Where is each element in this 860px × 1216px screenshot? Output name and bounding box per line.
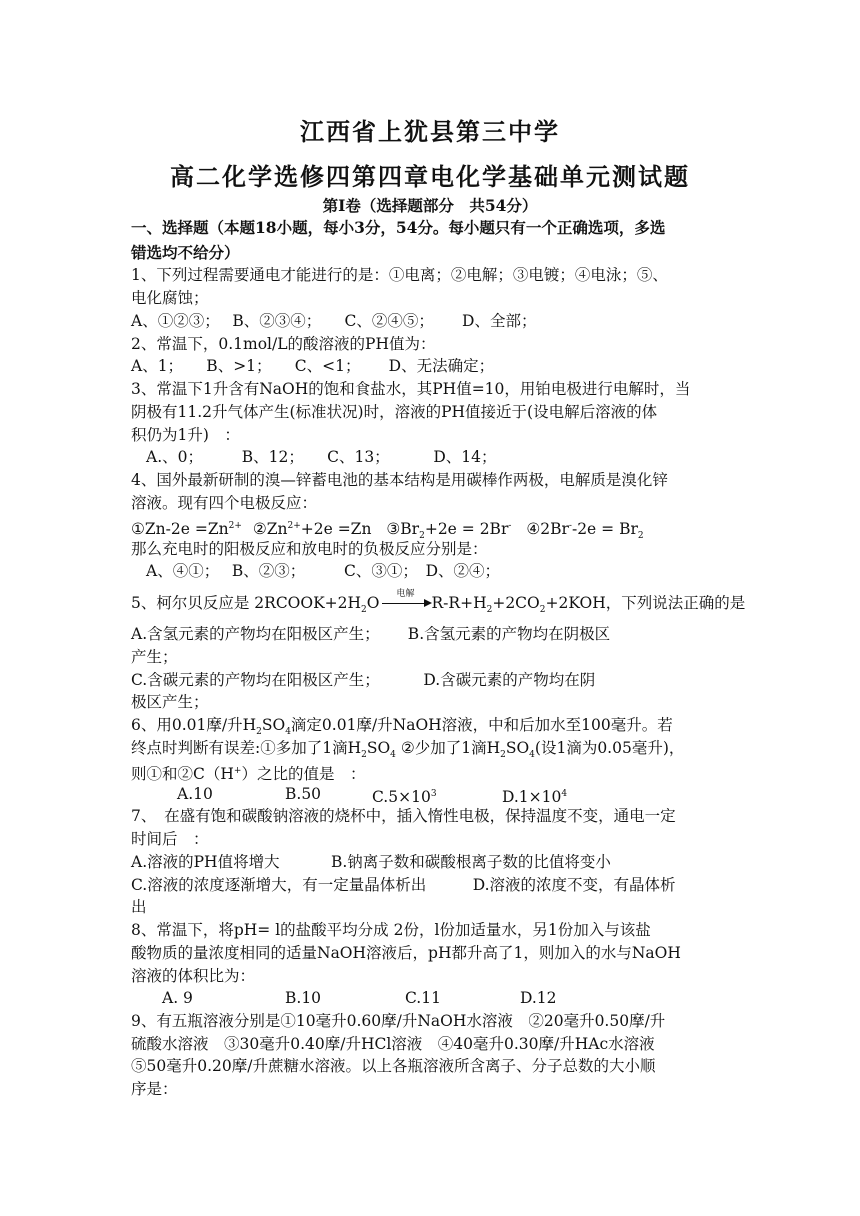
q6-option-b: B.50 bbox=[285, 785, 322, 803]
q9-stem-line1: 9、有五瓶溶液分别是①10毫升0.60摩/升NaOH水溶液 ②20毫升0.50摩/升 bbox=[131, 1012, 666, 1030]
q6-stem-line1: 6、用0.01摩/升$H_2SO_4$滴定0.01摩/升NaOH溶液，中和后加水至100毫升。若 bbox=[131, 716, 673, 738]
section-heading-line2: 错选均不给分） bbox=[131, 243, 240, 262]
q7-options-ab: A.溶液的PH值将增大 B.钠离子数和碳酸根离子数的比值将变小 bbox=[131, 853, 611, 871]
q4-stem-line3: 那么充电时的阳极反应和放电时的负极反应分别是： bbox=[131, 540, 488, 558]
section-heading-line1: 一、选择题（本题18小题，每小3分，54分。每小题只有一个正确选项，多选 bbox=[131, 218, 666, 237]
q5-option-ab-cont: 产生； bbox=[131, 648, 178, 666]
q6-option-a: A.10 bbox=[177, 785, 213, 803]
q2-stem: 2、常温下，0.1mol/L的酸溶液的PH值为： bbox=[131, 335, 436, 353]
school-title: 江西省上犹县第三中学 bbox=[300, 117, 560, 146]
electrolysis-arrow-icon: 电解 bbox=[380, 593, 432, 613]
q4-stem-line2: 溶液。现有四个电极反应： bbox=[131, 494, 318, 512]
q7-stem-line2: 时间后 ： bbox=[131, 830, 209, 848]
reaction-2: $②Zn^{2+}+2e =Zn$ bbox=[252, 520, 372, 539]
q2-options: A、1； B、>1； C、<1； D、无法确定； bbox=[131, 357, 495, 375]
q5-option-ab: A.含氢元素的产物均在阳极区产生； B.含氢元素的产物均在阴极区 bbox=[131, 625, 611, 643]
q6-option-c: $C.5\times 10^3$ bbox=[372, 788, 437, 807]
q8-stem-line2: 酸物质的量浓度相同的适量NaOH溶液后，pH都升高了1，则加入的水与NaOH bbox=[131, 944, 681, 962]
q6-stem-line2: 终点时判断有误差:①多加了1滴$H_2SO_4$ ②少加了1滴$H_2SO_4$(设1滴为0.05毫升)， bbox=[131, 739, 685, 761]
q9-stem-line2: 硫酸水溶液 ③30毫升0.40摩/升HCl溶液 ④40毫升0.30摩/升HAc水溶液 bbox=[131, 1035, 655, 1053]
reaction-4: ④2Br--2e = $Br_2$ bbox=[526, 520, 644, 542]
q6-stem-line3: 则①和②C（H+）之比的值是 ： bbox=[131, 765, 366, 784]
q8-option-c: C.11 bbox=[405, 989, 441, 1007]
q6-option-d: $D.1\times 10^4$ bbox=[502, 788, 568, 807]
q9-stem-line4: 序是： bbox=[131, 1080, 178, 1098]
q1-stem-line2: 电化腐蚀； bbox=[131, 289, 209, 307]
reaction-1: ①Zn-2e $=Zn^{2+}$ bbox=[131, 520, 242, 539]
q7-options-cd: C.溶液的浓度逐渐增大，有一定量晶体析出 D.溶液的浓度不变，有晶体析 bbox=[131, 876, 676, 894]
q5-stem: 5、柯尔贝反应是 $2RCOOK+2H_2O$ 电解 $R-R+H_2+2CO_2+2KOH$，下列说法正确的是 bbox=[131, 589, 746, 616]
q7-stem-line1: 7、 在盛有饱和碳酸钠溶液的烧杯中，插入惰性电极，保持温度不变，通电一定 bbox=[131, 807, 676, 825]
q3-stem-line3: 积仍为1升) ： bbox=[131, 426, 240, 444]
volume-heading: 第Ⅰ卷（选择题部分 共54分） bbox=[322, 196, 538, 215]
q5-option-cd: C.含碳元素的产物均在阳极区产生； D.含碳元素的产物均在阴 bbox=[131, 671, 596, 689]
q9-stem-line3: ⑤50毫升0.20摩/升蔗糖水溶液。以上各瓶溶液所含离子、分子总数的大小顺 bbox=[131, 1057, 656, 1075]
q4-stem-line1: 4、国外最新研制的溴—锌蓄电池的基本结构是用碳棒作两极，电解质是溴化锌 bbox=[131, 471, 668, 489]
reaction-3: $③Br_2+2e = 2Br^-$ bbox=[386, 520, 512, 542]
q4-options: A、④①； B、②③； C、③①； D、②④； bbox=[146, 562, 501, 580]
q8-stem-line1: 8、常温下，将pH= l的盐酸平均分成 2份，l份加适量水，另1份加入与该盐 bbox=[131, 921, 651, 939]
exam-title: 高二化学选修四第四章电化学基础单元测试题 bbox=[170, 162, 690, 191]
q7-options-cd-cont: 出 bbox=[131, 898, 147, 916]
q5-option-cd-cont: 极区产生； bbox=[131, 693, 209, 711]
q3-stem-line1: 3、常温下1升含有NaOH的饱和食盐水，其PH值=10，用铂电极进行电解时，当 bbox=[131, 380, 691, 398]
q1-stem-line1: 1、下列过程需要通电才能进行的是：①电离；②电解；③电镀；④电泳；⑤、 bbox=[131, 266, 668, 284]
q3-stem-line2: 阴极有11.2升气体产生(标准状况)时，溶液的PH值接近于(设电解后溶液的体 bbox=[131, 403, 658, 421]
q8-option-b: B.10 bbox=[285, 989, 322, 1007]
q8-option-d: D.12 bbox=[520, 989, 557, 1007]
q1-options: A、①②③； B、②③④； C、②④⑤； D、全部； bbox=[131, 312, 537, 330]
q8-option-a: A. 9 bbox=[162, 989, 193, 1007]
q3-options: A.、0； B、12； C、13； D、14； bbox=[146, 448, 497, 466]
q8-stem-line3: 溶液的体积比为： bbox=[131, 967, 256, 985]
